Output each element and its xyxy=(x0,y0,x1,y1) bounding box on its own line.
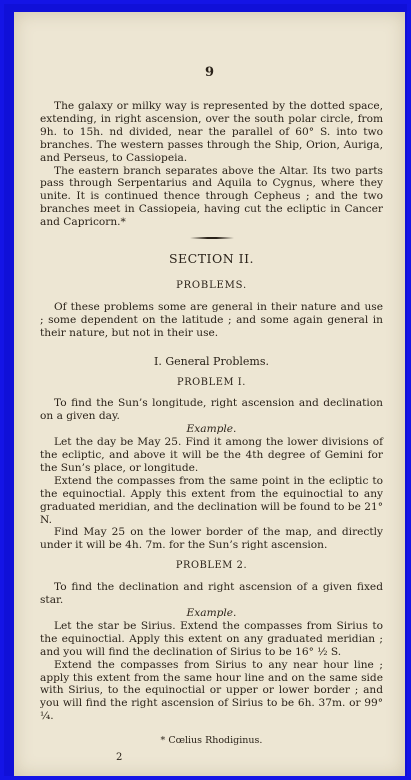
problem-1-paragraph-3: Find May 25 on the lower border of the map, and directly under it will be 4h. 7m. for the Sun’s right ascension. xyxy=(40,526,383,552)
page-border xyxy=(4,4,407,776)
problem-1-example-label: Example. xyxy=(186,423,237,436)
book-page xyxy=(14,12,405,776)
problem-2-paragraph-1: Let the star be Sirius. Extend the compasses from Sirius to the equinoctial. Apply this extent on any graduated meridian ; and you will find the declination of Sirius to be 16° ½ S. xyxy=(40,619,383,658)
page-content xyxy=(40,100,383,765)
signature-mark: 2 xyxy=(116,752,123,764)
problem-2-statement: To find the declination and right ascension of a given fixed star. xyxy=(40,581,383,607)
problem-2-example-label: Example. xyxy=(186,607,237,619)
problems-intro: Of these problems some are general in their nature and use ; some dependent on the latitude ; and some again general in their nature, but not in their use. xyxy=(40,300,383,339)
section-title: SECTION II. xyxy=(168,251,255,267)
problem-1-heading: PROBLEM I. xyxy=(177,376,246,388)
footnote: * Cœlius Rhodiginus. xyxy=(160,735,263,747)
ornamental-rule xyxy=(190,237,234,239)
problem-2-heading: PROBLEM 2. xyxy=(175,560,248,572)
page-number: 9 xyxy=(204,65,215,80)
problem-1-paragraph-2: Extend the compasses from the same point in the ecliptic to the equinoctial. Apply this extent from the equinoctial to any graduated meridian, and the declination will be found to be 21° N. xyxy=(40,474,383,526)
problem-1-paragraph-1: Let the day be May 25. Find it among the lower divisions of the ecliptic, and above it will be the 4th degree of Gemini for the Sun’s place, or longitude. xyxy=(40,436,383,474)
problem-1-statement: To find the Sun’s longitude, right ascension and declination on a given day. xyxy=(40,397,383,423)
intro-paragraph-2: The eastern branch separates above the Altar. Its two parts pass through Serpentarius and Aquila to Cygnus, where they unite. It is continued thence through Cepheus ; and the two branches meet in Cassiopeia, having cut the ecliptic in Cancer and Capricorn.* xyxy=(40,164,383,229)
general-problems-heading: I. General Problems. xyxy=(154,354,269,368)
intro-paragraph-1: The galaxy or milky way is represented by the dotted space, extending, in right ascension, over the south polar circle, from 9h. to 15h. nd divided, near the parallel of 60° S. into two branches. The western passes through the Ship, Orion, Auriga, and Perseus, to Cassiopeia. xyxy=(40,100,383,164)
problem-2-paragraph-2: Extend the compasses from Sirius to any near hour line ; apply this extent from the same hour line and on the same side with Sirius, to the equinoctial or upper or lower border ; and you will find the right ascension of Sirius to be 6h. 37m. or 99° ¼. xyxy=(40,658,383,723)
problems-heading: PROBLEMS. xyxy=(176,279,247,291)
